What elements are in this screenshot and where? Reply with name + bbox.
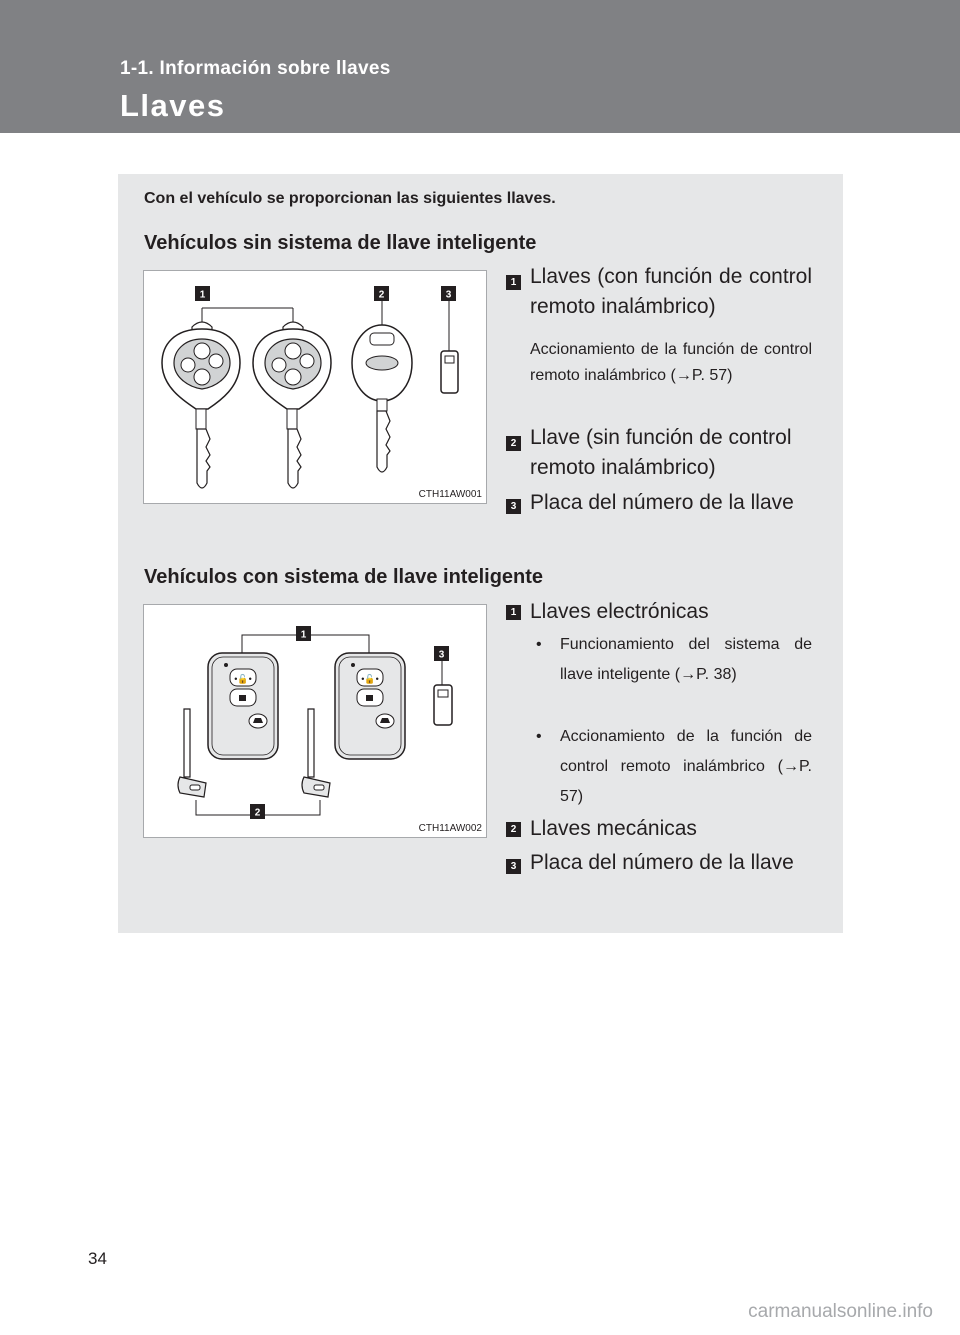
remote-key-icon: [162, 322, 240, 488]
mechanical-key-icon: [178, 709, 206, 797]
bullet-item: [536, 630, 812, 690]
number-badge: 2: [506, 436, 521, 451]
smart-keys-diagram: [144, 605, 486, 837]
number-badge: 1: [506, 275, 521, 290]
list-item: [506, 597, 812, 627]
svg-text:1: 1: [300, 629, 307, 641]
key-number-plate-icon: [434, 685, 452, 725]
remote-key-icon: [253, 322, 331, 488]
item-text: Llaves electrónicas: [530, 600, 709, 623]
svg-text:2: 2: [378, 289, 385, 301]
item-text: Placa del número de la llave: [530, 851, 794, 874]
smart-key-icon: [335, 653, 405, 759]
number-badge: 2: [506, 822, 521, 837]
bullet-text: Accionamiento de la función de control remoto inalámbrico (→P. 57): [560, 728, 812, 805]
item-text: Placa del número de la llave: [530, 491, 794, 514]
bullet-item: [536, 722, 812, 812]
item-text: Llaves mecánicas: [530, 817, 697, 840]
page-title: Llaves: [120, 88, 226, 123]
svg-text:3: 3: [445, 289, 452, 301]
svg-text:2: 2: [254, 807, 261, 819]
keys-illustration-smart-key: [143, 604, 487, 838]
item-text: Llaves (con función de control remoto inalámbrico): [530, 265, 812, 318]
note-text: Accionamiento de la función de control remoto inalámbrico (→P. 57): [530, 341, 812, 384]
number-badge: 1: [506, 605, 521, 620]
number-badge: 3: [506, 499, 521, 514]
svg-text:•🔓•: •🔓•: [361, 674, 379, 684]
svg-text:•🔓•: •🔓•: [234, 674, 252, 684]
svg-text:3: 3: [438, 649, 445, 661]
bullet-dot-icon: •: [536, 728, 542, 745]
figure-code: CTH11AW002: [418, 823, 482, 834]
list-item: [506, 848, 812, 878]
list-item: [506, 814, 812, 844]
svg-text:1: 1: [199, 289, 206, 301]
list-item: [506, 423, 812, 483]
intro-text: Con el vehículo se proporcionan las siguientes llaves.: [144, 190, 556, 207]
keys-diagram: [144, 271, 486, 503]
mechanical-key-icon: [302, 709, 330, 797]
section-label: 1-1. Información sobre llaves: [120, 58, 391, 79]
key-number-plate-icon: [441, 351, 458, 393]
page-number: 34: [88, 1249, 107, 1268]
list-item: [506, 262, 812, 322]
plain-key-icon: [352, 325, 412, 472]
section-heading-smart-key: Vehículos con sistema de llave inteligente: [144, 566, 544, 588]
bullet-text: Funcionamiento del sistema de llave inteligente (→P. 38): [560, 636, 812, 683]
keys-illustration-no-smart-key: [143, 270, 487, 504]
bullet-dot-icon: •: [536, 636, 542, 653]
list-item: [506, 488, 812, 518]
watermark: carmanualsonline.info: [748, 1301, 933, 1322]
figure-code: CTH11AW001: [418, 489, 482, 500]
smart-key-icon: [208, 653, 278, 759]
item-text: Llave (sin función de control remoto inalámbrico): [530, 426, 792, 479]
number-badge: 3: [506, 859, 521, 874]
section-heading-no-smart-key: Vehículos sin sistema de llave inteligente: [144, 232, 537, 254]
